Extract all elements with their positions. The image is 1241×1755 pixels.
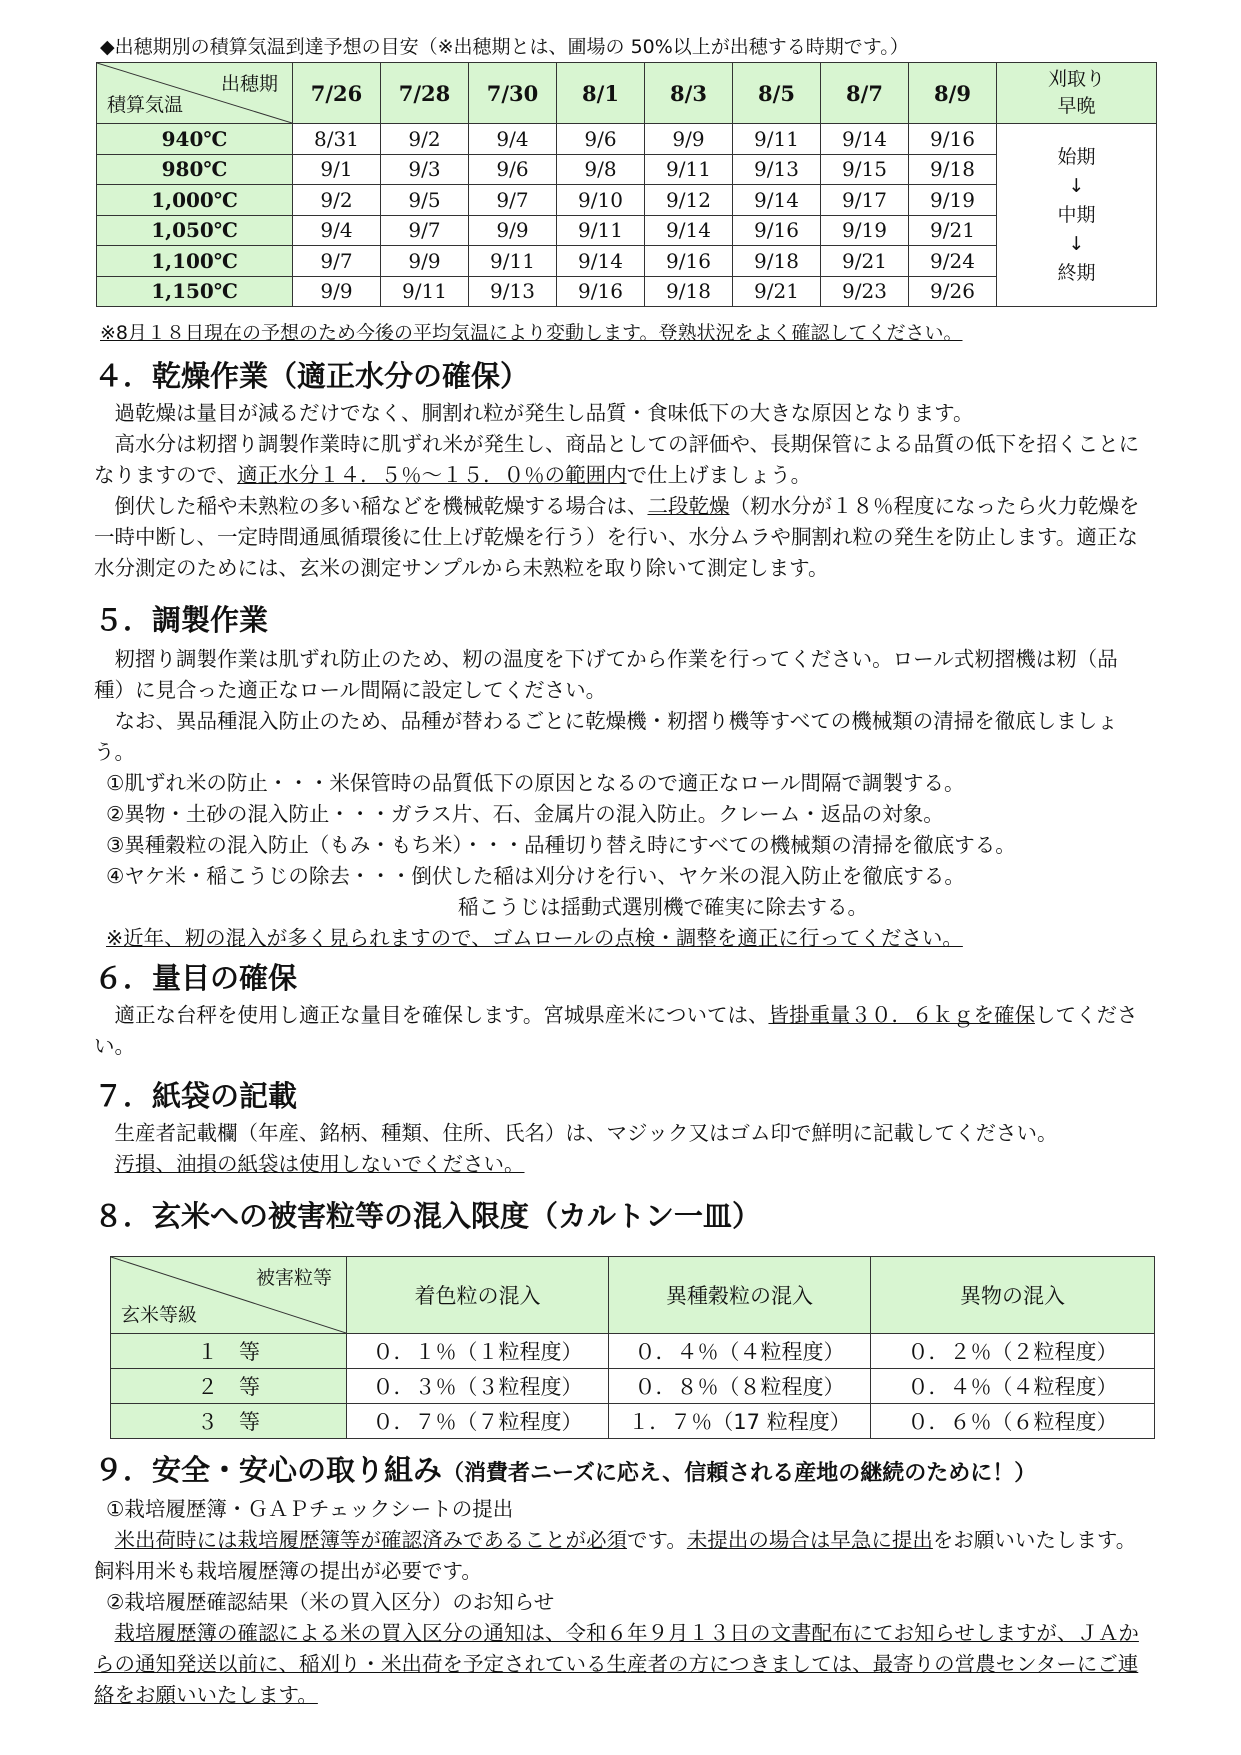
table-cell: ０．２％（２粒程度） — [871, 1334, 1155, 1369]
section9-item1: ①栽培履歴簿・ＧＡＰチェックシートの提出 — [106, 1497, 514, 1521]
temp-header: 980℃ — [97, 154, 293, 185]
table-cell: 9/9 — [293, 276, 381, 307]
table-row — [111, 1334, 1155, 1369]
table-cell: 9/4 — [469, 124, 557, 155]
table-cell: 9/17 — [821, 185, 909, 216]
table-cell: 9/21 — [821, 246, 909, 277]
harvest-stage-column — [997, 124, 1157, 307]
list-item-continuation: 稲こうじは揺動式選別機で確実に除去する。 — [458, 895, 868, 919]
table-cell: 9/2 — [293, 185, 381, 216]
section9-item2-body: 栽培履歴簿の確認による米の買入区分の通知は、令和６年９月１３日の文書配布にてお知らせしますが、ＪＡからの通知発送以前に、稲刈り・米出荷を予定されている生産者の方につきましては、最寄りの営農センターにご連絡をお願いいたします。 — [94, 1621, 1139, 1707]
down-arrow: ↓ — [1068, 232, 1085, 255]
table-cell: 9/14 — [645, 215, 733, 246]
table-cell: 9/5 — [381, 185, 469, 216]
heading-date-table — [96, 62, 1157, 307]
list-item: ③異種穀粒の混入防止（もみ・もち米）・・・品種切り替え時にすべての機械類の清掃を徹底する。 — [106, 833, 1016, 857]
section6-title: ６．量目の確保 — [94, 961, 298, 995]
text-span: 高水分は籾摺り調製作業時に肌ずれ米が発生し、商品としての評価や、長期保管による品質の低下を招くことになりますので、 — [94, 432, 1140, 487]
table-cell: 9/18 — [733, 246, 821, 277]
text-span: してください。 — [94, 1003, 1138, 1058]
text-span: です。 — [627, 1528, 687, 1552]
list-item: ②異物・土砂の混入防止・・・ガラス片、石、金属片の混入防止。クレーム・返品の対象。 — [106, 802, 944, 826]
text-span: （籾水分が１８％程度になったら火力乾燥を一時中断し、一定時間通風循環後に仕上げ乾燥を行う）を行い、水分ムラや胴割れ粒の発生を防止します。適正な水分測定のためには、玄米の測定サンプルから未熟粒を取り除いて測定します。 — [94, 494, 1140, 580]
harvest-header-line1: 刈取り — [1047, 68, 1105, 90]
table-cell: 9/21 — [733, 276, 821, 307]
grade-header: ２ 等 — [111, 1369, 347, 1404]
table-cell: ０．３％（３粒程度） — [347, 1369, 609, 1404]
text-span: をお願いいたします。飼料用米も栽培履歴簿の提出が必要です。 — [94, 1528, 1137, 1583]
date-header: 8/5 — [733, 63, 821, 124]
section7-p1: 生産者記載欄（年産、銘柄、種類、住所、氏名）は、マジック又はゴム印で鮮明に記載してください。 — [114, 1121, 1058, 1145]
table-cell: 9/9 — [469, 215, 557, 246]
table1-caption: ◆出穂期別の積算気温到達予想の目安（※出穂期とは、圃場の 50%以上が出穂する時期です。） — [100, 36, 909, 58]
table-cell: 9/16 — [645, 246, 733, 277]
table-cell: 9/16 — [733, 215, 821, 246]
section5-title: ５．調製作業 — [94, 603, 269, 637]
table-cell: 9/11 — [381, 276, 469, 307]
text-span: で仕上げましょう。 — [626, 463, 812, 487]
column-header: 着色粒の混入 — [347, 1257, 609, 1334]
section5-body — [94, 644, 1144, 954]
grade-header: １ 等 — [111, 1334, 347, 1369]
table2-corner-cell — [111, 1257, 347, 1334]
table-cell: ０．７％（７粒程度） — [347, 1404, 609, 1439]
table-cell: ０．８％（８粒程度） — [609, 1369, 871, 1404]
text-span: 倒伏した稲や未熟粒の多い稲などを機械乾燥する場合は、 — [114, 494, 648, 518]
harvest-timing-header — [997, 63, 1157, 124]
date-header: 7/28 — [381, 63, 469, 124]
table-cell: 9/16 — [557, 276, 645, 307]
harvest-header-line2: 早晩 — [1057, 95, 1096, 117]
table-cell: 9/3 — [381, 154, 469, 185]
table-cell: 9/7 — [469, 185, 557, 216]
section9-title — [94, 1448, 1036, 1489]
table-cell: 9/1 — [293, 154, 381, 185]
table-cell: ０．６％（６粒程度） — [871, 1404, 1155, 1439]
section9-body — [94, 1494, 1144, 1711]
section4-p3 — [94, 491, 1144, 584]
temp-header: 1,050℃ — [97, 215, 293, 246]
table-cell: 9/19 — [821, 215, 909, 246]
damage-grain-table — [110, 1256, 1155, 1439]
table-cell: 9/7 — [293, 246, 381, 277]
table-cell: 9/6 — [469, 154, 557, 185]
table-cell: ０．４％（４粒程度） — [609, 1334, 871, 1369]
section5-p1: 籾摺り調製作業は肌ずれ防止のため、籾の温度を下げてから作業を行ってください。ロール式籾摺機は籾（品種）に見合った適正なロール間隔に設定してください。 — [94, 647, 1118, 702]
section6-p1 — [94, 1000, 1144, 1062]
temp-header: 1,150℃ — [97, 276, 293, 307]
section7-p2: 汚損、油損の紙袋は使用しないでください。 — [114, 1152, 525, 1176]
table-cell: 9/21 — [909, 215, 997, 246]
table-cell: 9/11 — [645, 154, 733, 185]
submit-emphasis: 未提出の場合は早急に提出 — [686, 1528, 933, 1552]
corner-bottom-label: 玄米等級 — [121, 1304, 198, 1326]
section4-body — [94, 398, 1144, 584]
table1-note: ※8月１８日現在の予想のため今後の平均気温により変動します。登熟状況をよく確認してください。 — [100, 322, 963, 344]
text-span: 適正な台秤を使用し適正な量目を確保します。宮城県産米については、 — [114, 1003, 769, 1027]
table-cell: 9/24 — [909, 246, 997, 277]
table-cell: 9/7 — [381, 215, 469, 246]
table-cell: 9/9 — [381, 246, 469, 277]
section9-item2: ②栽培履歴確認結果（米の買入区分）のお知らせ — [106, 1590, 555, 1614]
section9-title-main: ９．安全・安心の取り組み — [94, 1453, 443, 1487]
corner-bottom-label: 積算気温 — [107, 94, 184, 116]
date-header: 8/9 — [909, 63, 997, 124]
section5-p2: なお、異品種混入防止のため、品種が替わるごとに乾燥機・籾摺り機等すべての機械類の清掃を徹底しましょう。 — [94, 709, 1118, 764]
table-cell: 9/26 — [909, 276, 997, 307]
section9-item1-body — [94, 1525, 1144, 1587]
table-cell: ０．１％（１粒程度） — [347, 1334, 609, 1369]
stage-start: 始期 — [1057, 145, 1096, 168]
section6-body — [94, 1000, 1144, 1062]
section4-title: ４．乾燥作業（適正水分の確保） — [94, 359, 530, 393]
temp-header: 1,000℃ — [97, 185, 293, 216]
stage-middle: 中期 — [1057, 203, 1096, 226]
table-cell: 9/15 — [821, 154, 909, 185]
corner-top-label: 被害粒等 — [255, 1267, 332, 1289]
table-cell: 8/31 — [293, 124, 381, 155]
table-cell: 9/9 — [645, 124, 733, 155]
table1-corner-cell — [97, 63, 293, 124]
table-cell: 9/6 — [557, 124, 645, 155]
corner-top-label: 出穂期 — [220, 73, 278, 95]
section7-body — [94, 1118, 1144, 1180]
table-cell: 9/2 — [381, 124, 469, 155]
table-cell: 9/23 — [821, 276, 909, 307]
list-item: ④ヤケ米・稲こうじの除去・・・倒伏した稲は刈分けを行い、ヤケ米の混入防止を徹底する。 — [106, 864, 965, 888]
table-cell: 9/10 — [557, 185, 645, 216]
section4-p1: 過乾燥は量目が減るだけでなく、胴割れ粒が発生し品質・食味低下の大きな原因となります。 — [114, 401, 974, 425]
table-row — [97, 124, 1157, 155]
table-cell: 9/14 — [821, 124, 909, 155]
temp-header: 1,100℃ — [97, 246, 293, 277]
table-cell: 9/11 — [557, 215, 645, 246]
table-cell: 9/19 — [909, 185, 997, 216]
stage-end: 終期 — [1057, 261, 1096, 284]
grade-header: ３ 等 — [111, 1404, 347, 1439]
table-cell: 9/11 — [469, 246, 557, 277]
moisture-range-emphasis: 適正水分１４．５％～１５．０％の範囲内 — [237, 463, 627, 487]
table-cell: 9/11 — [733, 124, 821, 155]
table-cell: 9/13 — [469, 276, 557, 307]
table-cell: 9/14 — [557, 246, 645, 277]
column-header: 異種穀粒の混入 — [609, 1257, 871, 1334]
table-cell: 9/4 — [293, 215, 381, 246]
section8-title: ８．玄米への被害粒等の混入限度（カルトン一皿） — [94, 1199, 762, 1233]
table-cell: 9/16 — [909, 124, 997, 155]
section4-p2 — [94, 429, 1144, 491]
section9-subtitle: （消費者ニーズに応え、信頼される産地の継続のために！） — [442, 1461, 1037, 1486]
table-cell: 9/14 — [733, 185, 821, 216]
down-arrow: ↓ — [1068, 174, 1085, 197]
table-cell: 9/18 — [909, 154, 997, 185]
date-header: 8/7 — [821, 63, 909, 124]
temp-header: 940℃ — [97, 124, 293, 155]
table-cell: 9/12 — [645, 185, 733, 216]
table-cell: 9/18 — [645, 276, 733, 307]
column-header: 異物の混入 — [871, 1257, 1155, 1334]
date-header: 8/3 — [645, 63, 733, 124]
table-cell: 9/13 — [733, 154, 821, 185]
mandatory-emphasis: 米出荷時には栽培履歴簿等が確認済みであることが必須 — [114, 1528, 627, 1552]
section5-note: ※近年、籾の混入が多く見られますので、ゴムロールの点検・調整を適正に行ってください。 — [106, 926, 963, 950]
table-cell: ０．４％（４粒程度） — [871, 1369, 1155, 1404]
table-row — [111, 1404, 1155, 1439]
date-header: 8/1 — [557, 63, 645, 124]
table-row — [111, 1369, 1155, 1404]
table-cell: １．７％（17 粒程度） — [609, 1404, 871, 1439]
section7-title: ７．紙袋の記載 — [94, 1079, 298, 1113]
list-item: ①肌ずれ米の防止・・・米保管時の品質低下の原因となるので適正なロール間隔で調製する。 — [106, 771, 965, 795]
table-cell: 9/8 — [557, 154, 645, 185]
gross-weight-emphasis: 皆掛重量３０．６ｋｇを確保 — [768, 1003, 1035, 1027]
date-header: 7/30 — [469, 63, 557, 124]
date-header: 7/26 — [293, 63, 381, 124]
two-stage-drying-emphasis: 二段乾燥 — [647, 494, 730, 518]
